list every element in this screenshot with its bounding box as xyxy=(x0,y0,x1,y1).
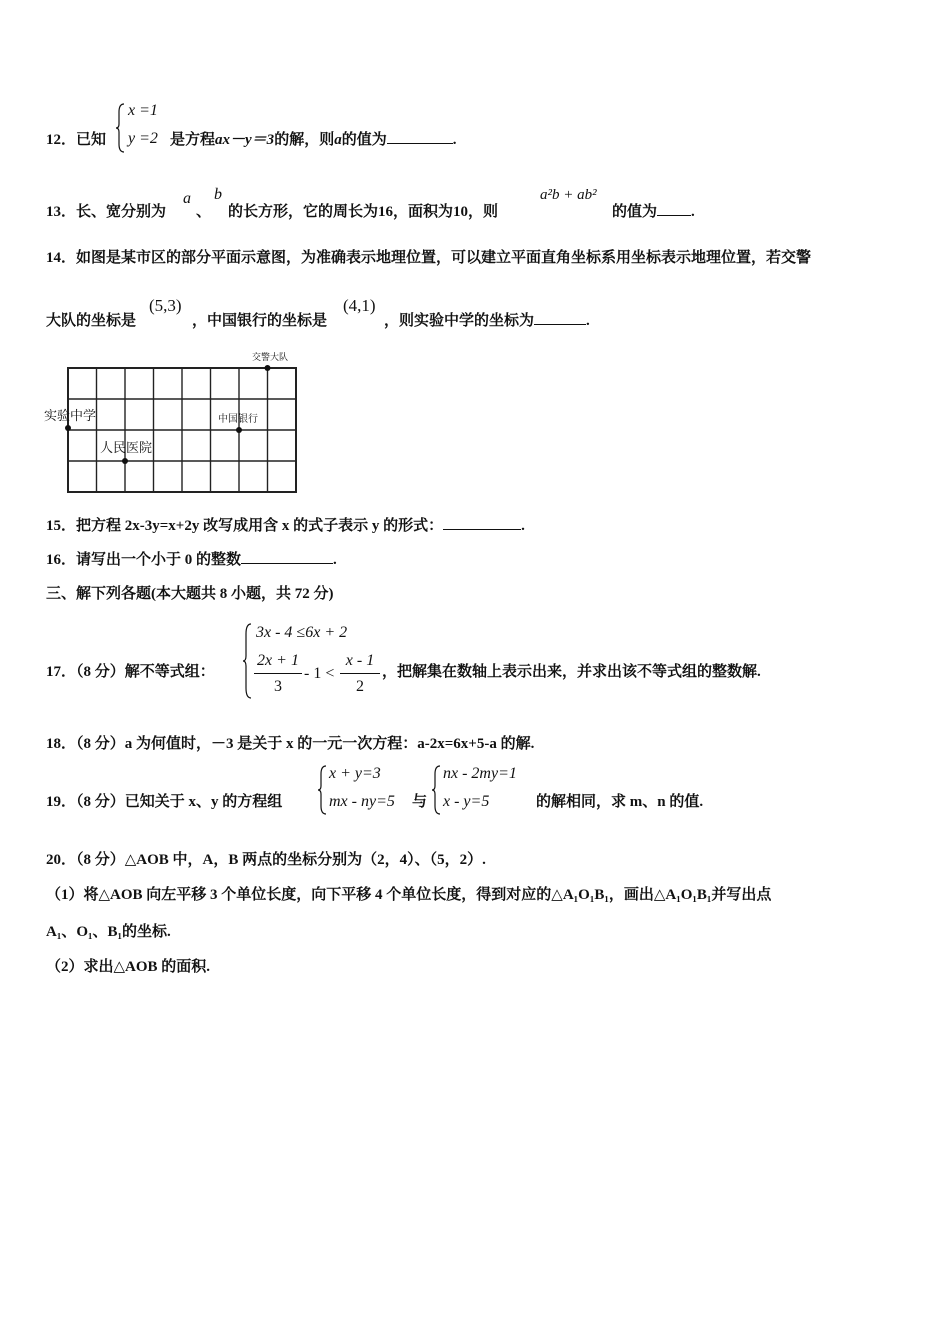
q19-sys1-eq2: mx - ny=5 xyxy=(329,793,395,810)
q12-text: 是方程ax－y＝3的解，则a的值为 . xyxy=(170,132,457,148)
q15-answer-blank xyxy=(443,517,521,530)
q17-frac1-den: 3 xyxy=(274,678,282,695)
q13-expr: a²b + ab² xyxy=(540,187,597,203)
q14-mid: ，中国银行的坐标是 xyxy=(192,313,328,329)
q16-answer-blank xyxy=(241,551,333,564)
q19-sys2-eq2: x - y=5 xyxy=(443,793,490,810)
q13-sep: 、 xyxy=(196,204,212,220)
q18-text: 18．（8 分）a 为何值时，－3 是关于 x 的一元一次方程：a-2x=6x+5-a 的解. xyxy=(46,736,535,752)
q12-brace xyxy=(116,102,126,154)
map-point-police xyxy=(265,365,271,371)
section-3-heading: 三、解下列各题(本大题共 8 小题，共 72 分) xyxy=(46,586,334,602)
map-label-police: 交警大队 xyxy=(252,353,289,363)
map-label-hospital: 人民医院 xyxy=(100,441,153,456)
q17-mid: - 1 < xyxy=(304,665,335,682)
q19-with: 与 xyxy=(412,794,428,810)
q19-sys2-eq1: nx - 2my=1 xyxy=(443,765,517,782)
q13-text: 的长方形，它的周长为16，面积为10，则 xyxy=(228,204,499,220)
q15-text: 15．把方程 2x-3y=x+2y 改写成用含 x 的式子表示 y 的形式： . xyxy=(46,518,525,534)
q19-sys1-eq1: x + y=3 xyxy=(329,765,381,782)
q20-part2: （2）求出△AOB 的面积. xyxy=(46,959,211,975)
q17-frac2-bar xyxy=(340,673,380,674)
q13-answer-blank xyxy=(657,203,691,216)
map-point-hospital xyxy=(122,458,128,464)
q14-answer-blank xyxy=(534,312,586,325)
q17-frac2-num: x - 1 xyxy=(345,652,375,669)
q20-line1: 20．（8 分）△AOB 中，A，B 两点的坐标分别为（2，4）、（5，2）. xyxy=(46,852,486,868)
q17-text: ，把解集在数轴上表示出来，并求出该不等式组的整数解. xyxy=(382,664,761,680)
q20-part1: （1）将△AOB 向左平移 3 个单位长度，向下平移 4 个单位长度，得到对应的△A₁O₁B₁，画出△A₁O₁B₁并写出点 xyxy=(46,887,772,903)
q14-coord-police: (5,3) xyxy=(149,296,182,315)
q17-ineq1: 3x - 4 ≤6x + 2 xyxy=(256,624,348,641)
q13-number: 13．长、宽分别为 xyxy=(46,204,167,220)
q14-post: ，则实验中学的坐标为 . xyxy=(384,313,590,329)
q19-brace2 xyxy=(432,764,442,816)
q14-coord-bank: (4,1) xyxy=(343,296,376,315)
q12-system-eq1: x =1 xyxy=(128,102,158,119)
q19-number: 19．（8 分）已知关于 x、y 的方程组 xyxy=(46,794,283,810)
map-label-school: 实验中学 xyxy=(44,409,97,424)
q19-text: 的解相同，求 m、n 的值. xyxy=(536,794,704,810)
q14-pre: 大队的坐标是 xyxy=(46,313,137,329)
city-map-grid xyxy=(40,348,302,498)
q17-frac1-num: 2x + 1 xyxy=(257,652,299,669)
q12-number: 12．已知 xyxy=(46,132,107,148)
q17-frac2-den: 2 xyxy=(356,678,364,695)
map-point-bank xyxy=(236,427,242,433)
q13-text2: 的值为 . xyxy=(612,204,695,220)
q19-brace1 xyxy=(318,764,328,816)
q17-number: 17．（8 分）解不等式组： xyxy=(46,664,215,680)
q12-answer-blank xyxy=(387,131,453,144)
map-label-bank: 中国银行 xyxy=(218,414,258,425)
map-point-school xyxy=(65,425,71,431)
q20-part1b: A₁、O₁、B₁的坐标. xyxy=(46,924,171,940)
q17-brace xyxy=(243,622,253,700)
q12-system-eq2: y =2 xyxy=(128,130,158,147)
q17-frac1-bar xyxy=(254,673,302,674)
q16-text: 16．请写出一个小于 0 的整数 . xyxy=(46,552,337,568)
q14-line1: 14．如图是某市区的部分平面示意图，为准确表示地理位置，可以建立平面直角坐标系用坐标表示地理位置，若交警 xyxy=(46,250,812,266)
q13-var-b: b xyxy=(214,186,222,203)
q13-var-a: a xyxy=(183,190,191,207)
